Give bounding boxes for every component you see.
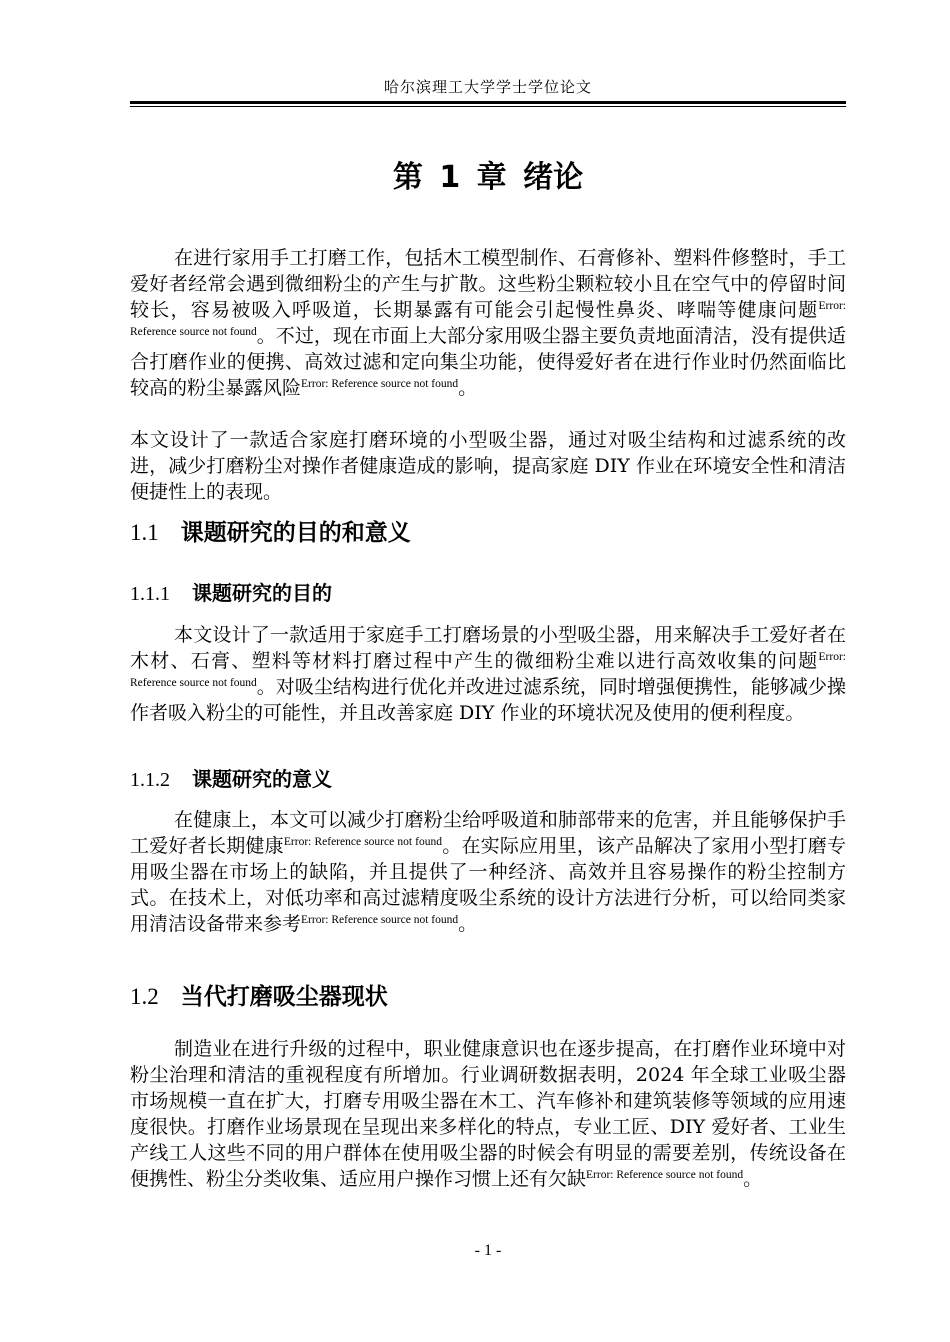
header-rule-thin: [130, 106, 846, 107]
intro-paragraph-2: 本文设计了一款适合家庭打磨环境的小型吸尘器，通过对吸尘结构和过滤系统的改进，减少打磨粉尘对操作者健康造成的影响，提高家庭 DIY 作业在环境安全性和清洁便捷性上的表现。: [130, 429, 846, 503]
section-1-2-paragraph: 制造业在进行升级的过程中，职业健康意识也在逐步提高，在打磨作业环境中对粉尘治理和清洁的重视程度有所增加。行业调研数据表明，2024 年全球工业吸尘器市场规模一直在扩大，打磨专用吸尘器在木工、汽车修补和建筑装修等领域的应用速度很快。打磨作业场景现在呈现出来多样化的特点，专业工匠、DIY 爱好者、工业生产线工人这些不同的用户群体在使用吸尘器的时候会有明显的需要差别，传统设备在便携性、粉尘分类收集、适应用户操作习惯上还有欠缺$^{Error: Reference source not found}$。: [130, 1038, 846, 1190]
section-heading-1-1-1: 1.1.1 课题研究的目的: [130, 581, 332, 605]
section-1-1-1-paragraph: 本文设计了一款适用于家庭手工打磨场景的小型吸尘器，用来解决手工爱好者在木材、石膏、塑料等材料打磨过程中产生的微细粉尘难以进行高效收集的问题$^{Error: Reference source not found}$。对吸尘结构进行优化并改进过滤系统，同时增强便携性，能够减少操作者吸入粉尘的可能性，并且改善家庭 DIY 作业的环境状况及使用的便利程度。: [130, 624, 846, 724]
chapter-title: 第 1 章 绪论: [392, 160, 584, 195]
reference-error: Error: Reference source not found: [130, 300, 846, 338]
running-header: 哈尔滨理工大学学士学位论文: [383, 78, 592, 96]
reference-error: Error: Reference source not found: [301, 914, 459, 926]
section-heading-1-1: 1.1 课题研究的目的和意义: [130, 520, 411, 546]
page-number: - 1 -: [474, 1242, 502, 1259]
header-rule-thick: [130, 101, 846, 104]
reference-error: Error: Reference source not found: [586, 1169, 744, 1181]
section-heading-1-1-2: 1.1.2 课题研究的意义: [130, 767, 332, 791]
reference-error: Error: Reference source not found: [301, 378, 459, 390]
section-heading-1-2: 1.2 当代打磨吸尘器现状: [130, 984, 388, 1010]
reference-error: Error: Reference source not found: [130, 651, 846, 689]
section-1-1-2-paragraph: 在健康上，本文可以减少打磨粉尘给呼吸道和肺部带来的危害，并且能够保护手工爱好者长期健康$^{Error: Reference source not found}$。在实际应用里，该产品解决了家用小型打磨专用吸尘器在市场上的缺陷，并且提供了一种经济、高效并且容易操作的粉尘控制方式。在技术上，对低功率和高过滤精度吸尘系统的设计方法进行分析，可以给同类家用清洁设备带来参考$^{Error: Reference source not found}$。: [130, 809, 846, 935]
intro-paragraph-1: 在进行家用手工打磨工作，包括木工模型制作、石膏修补、塑料件修整时，手工爱好者经常会遇到微细粉尘的产生与扩散。这些粉尘颗粒较小且在空气中的停留时间较长，容易被吸入呼吸道，长期暴露有可能会引起慢性鼻炎、哮喘等健康问题$^{Error: Reference source not found}$。不过，现在市面上大部分家用吸尘器主要负责地面清洁，没有提供适合打磨作业的便携、高效过滤和定向集尘功能，使得爱好者在进行作业时仍然面临比较高的粉尘暴露风险$^{Error: Reference source not found}$。: [130, 247, 846, 399]
reference-error: Error: Reference source not found: [283, 836, 442, 848]
